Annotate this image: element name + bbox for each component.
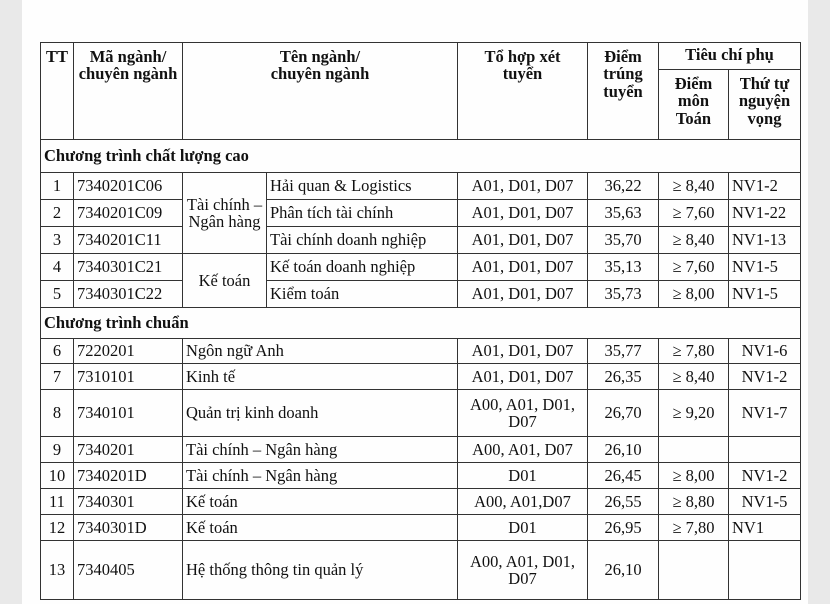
cell-combo: A01, D01, D07 — [458, 339, 588, 364]
cell-code: 7340201C11 — [74, 227, 183, 254]
cell-tt: 13 — [41, 541, 74, 600]
cell-tt: 7 — [41, 364, 74, 390]
cell-code: 7340405 — [74, 541, 183, 600]
section-title: Chương trình chuẩn — [41, 308, 801, 339]
table-row — [41, 173, 801, 200]
cell-combo-text: A00, A01, D01, D07 — [470, 394, 575, 431]
cell-math: ≥ 8,00 — [659, 463, 729, 489]
cell-code: 7340301C22 — [74, 281, 183, 308]
cell-combo: A01, D01, D07 — [458, 200, 588, 227]
table-row — [41, 489, 801, 515]
cell-combo: A01, D01, D07 — [458, 281, 588, 308]
table-row — [41, 390, 801, 437]
table-row — [41, 200, 801, 227]
cell-score: 35,70 — [588, 227, 659, 254]
table-row — [41, 227, 801, 254]
cell-tt: 12 — [41, 515, 74, 541]
cell-name: Kế toán — [183, 515, 458, 541]
cell-math — [659, 541, 729, 600]
cell-score: 26,35 — [588, 364, 659, 390]
section-row — [41, 140, 801, 173]
cell-combo — [458, 541, 588, 600]
cell-name: Tài chính doanh nghiệp — [267, 227, 458, 254]
cell-name: Phân tích tài chính — [267, 200, 458, 227]
header-score: Điểm trúng tuyển — [588, 43, 659, 140]
header-math: Điểm môn Toán — [659, 70, 729, 140]
cell-name: Kinh tế — [183, 364, 458, 390]
cell-code: 7220201 — [74, 339, 183, 364]
cell-math: ≥ 8,80 — [659, 489, 729, 515]
cell-math: ≥ 8,40 — [659, 227, 729, 254]
cell-tt: 6 — [41, 339, 74, 364]
section-row — [41, 308, 801, 339]
cell-tt: 5 — [41, 281, 74, 308]
cell-priority: NV1-2 — [729, 364, 801, 390]
cell-priority: NV1 — [729, 515, 801, 541]
header-code: Mã ngành/ chuyên ngành — [74, 43, 183, 140]
cell-math: ≥ 8,00 — [659, 281, 729, 308]
cell-priority — [729, 541, 801, 600]
cell-code: 7340301D — [74, 515, 183, 541]
cell-score: 26,10 — [588, 541, 659, 600]
cell-group: Kế toán — [183, 254, 267, 308]
cell-tt: 9 — [41, 437, 74, 463]
cell-priority: NV1-7 — [729, 390, 801, 437]
cell-tt: 4 — [41, 254, 74, 281]
cell-score: 35,13 — [588, 254, 659, 281]
cell-combo: D01 — [458, 463, 588, 489]
cell-priority: NV1-5 — [729, 281, 801, 308]
table-row — [41, 254, 801, 281]
cell-code: 7340201 — [74, 437, 183, 463]
cell-code: 7340101 — [74, 390, 183, 437]
cell-tt: 10 — [41, 463, 74, 489]
cell-combo-text: A00, A01, D01, D07 — [470, 551, 575, 588]
cell-score: 26,55 — [588, 489, 659, 515]
cell-math: ≥ 8,40 — [659, 364, 729, 390]
cell-math: ≥ 8,40 — [659, 173, 729, 200]
table-row — [41, 463, 801, 489]
table-row — [41, 515, 801, 541]
cell-priority: NV1-13 — [729, 227, 801, 254]
cell-name: Tài chính – Ngân hàng — [183, 437, 458, 463]
cell-combo: A01, D01, D07 — [458, 254, 588, 281]
cell-combo: A01, D01, D07 — [458, 364, 588, 390]
header-priority: Thứ tự nguyện vọng — [729, 70, 801, 140]
cell-math: ≥ 7,80 — [659, 339, 729, 364]
cell-combo: D01 — [458, 515, 588, 541]
cell-score: 35,63 — [588, 200, 659, 227]
cell-combo: A00, A01,D07 — [458, 489, 588, 515]
cell-tt: 3 — [41, 227, 74, 254]
cell-code: 7340301 — [74, 489, 183, 515]
cell-code: 7340301C21 — [74, 254, 183, 281]
cell-priority: NV1-6 — [729, 339, 801, 364]
cell-score: 26,10 — [588, 437, 659, 463]
header-name-text: Tên ngành/ chuyên ngành — [270, 47, 370, 84]
cell-score: 35,77 — [588, 339, 659, 364]
cell-score: 26,95 — [588, 515, 659, 541]
table-row — [41, 281, 801, 308]
cell-code: 7340201D — [74, 463, 183, 489]
cell-math: ≥ 9,20 — [659, 390, 729, 437]
cell-code: 7340201C06 — [74, 173, 183, 200]
cell-tt: 11 — [41, 489, 74, 515]
cell-math — [659, 437, 729, 463]
table-row — [41, 364, 801, 390]
cell-name: Quản trị kinh doanh — [183, 390, 458, 437]
cell-combo: A01, D01, D07 — [458, 227, 588, 254]
cell-code: 7310101 — [74, 364, 183, 390]
cell-score: 36,22 — [588, 173, 659, 200]
cell-name: Hệ thống thông tin quản lý — [183, 541, 458, 600]
cell-priority: NV1-22 — [729, 200, 801, 227]
cell-score: 35,73 — [588, 281, 659, 308]
cell-combo — [458, 390, 588, 437]
cell-tt: 1 — [41, 173, 74, 200]
cell-tt: 8 — [41, 390, 74, 437]
cell-name: Tài chính – Ngân hàng — [183, 463, 458, 489]
section-title: Chương trình chất lượng cao — [41, 140, 801, 173]
header-combo — [458, 43, 588, 140]
table-row — [41, 339, 801, 364]
cell-name: Hải quan & Logistics — [267, 173, 458, 200]
cell-score: 26,70 — [588, 390, 659, 437]
cell-math: ≥ 7,80 — [659, 515, 729, 541]
cell-name: Ngôn ngữ Anh — [183, 339, 458, 364]
cell-tt: 2 — [41, 200, 74, 227]
cell-priority: NV1-5 — [729, 489, 801, 515]
header-tt: TT — [41, 43, 74, 140]
cell-score: 26,45 — [588, 463, 659, 489]
table-row — [41, 437, 801, 463]
cell-code: 7340201C09 — [74, 200, 183, 227]
cell-name: Kế toán doanh nghiệp — [267, 254, 458, 281]
cell-priority — [729, 437, 801, 463]
cell-combo: A01, D01, D07 — [458, 173, 588, 200]
cell-name: Kiểm toán — [267, 281, 458, 308]
cell-combo: A00, A01, D07 — [458, 437, 588, 463]
cell-priority: NV1-2 — [729, 463, 801, 489]
cell-math: ≥ 7,60 — [659, 254, 729, 281]
cell-priority: NV1-5 — [729, 254, 801, 281]
header-name — [183, 43, 458, 140]
header-combo-text: Tổ hợp xét tuyển — [484, 47, 561, 84]
cell-priority: NV1-2 — [729, 173, 801, 200]
table-row — [41, 541, 801, 600]
cell-math: ≥ 7,60 — [659, 200, 729, 227]
cell-name: Kế toán — [183, 489, 458, 515]
header-secondary: Tiêu chí phụ — [659, 43, 801, 70]
cell-group: Tài chính – Ngân hàng — [183, 173, 267, 254]
admission-scores-table — [40, 42, 801, 600]
